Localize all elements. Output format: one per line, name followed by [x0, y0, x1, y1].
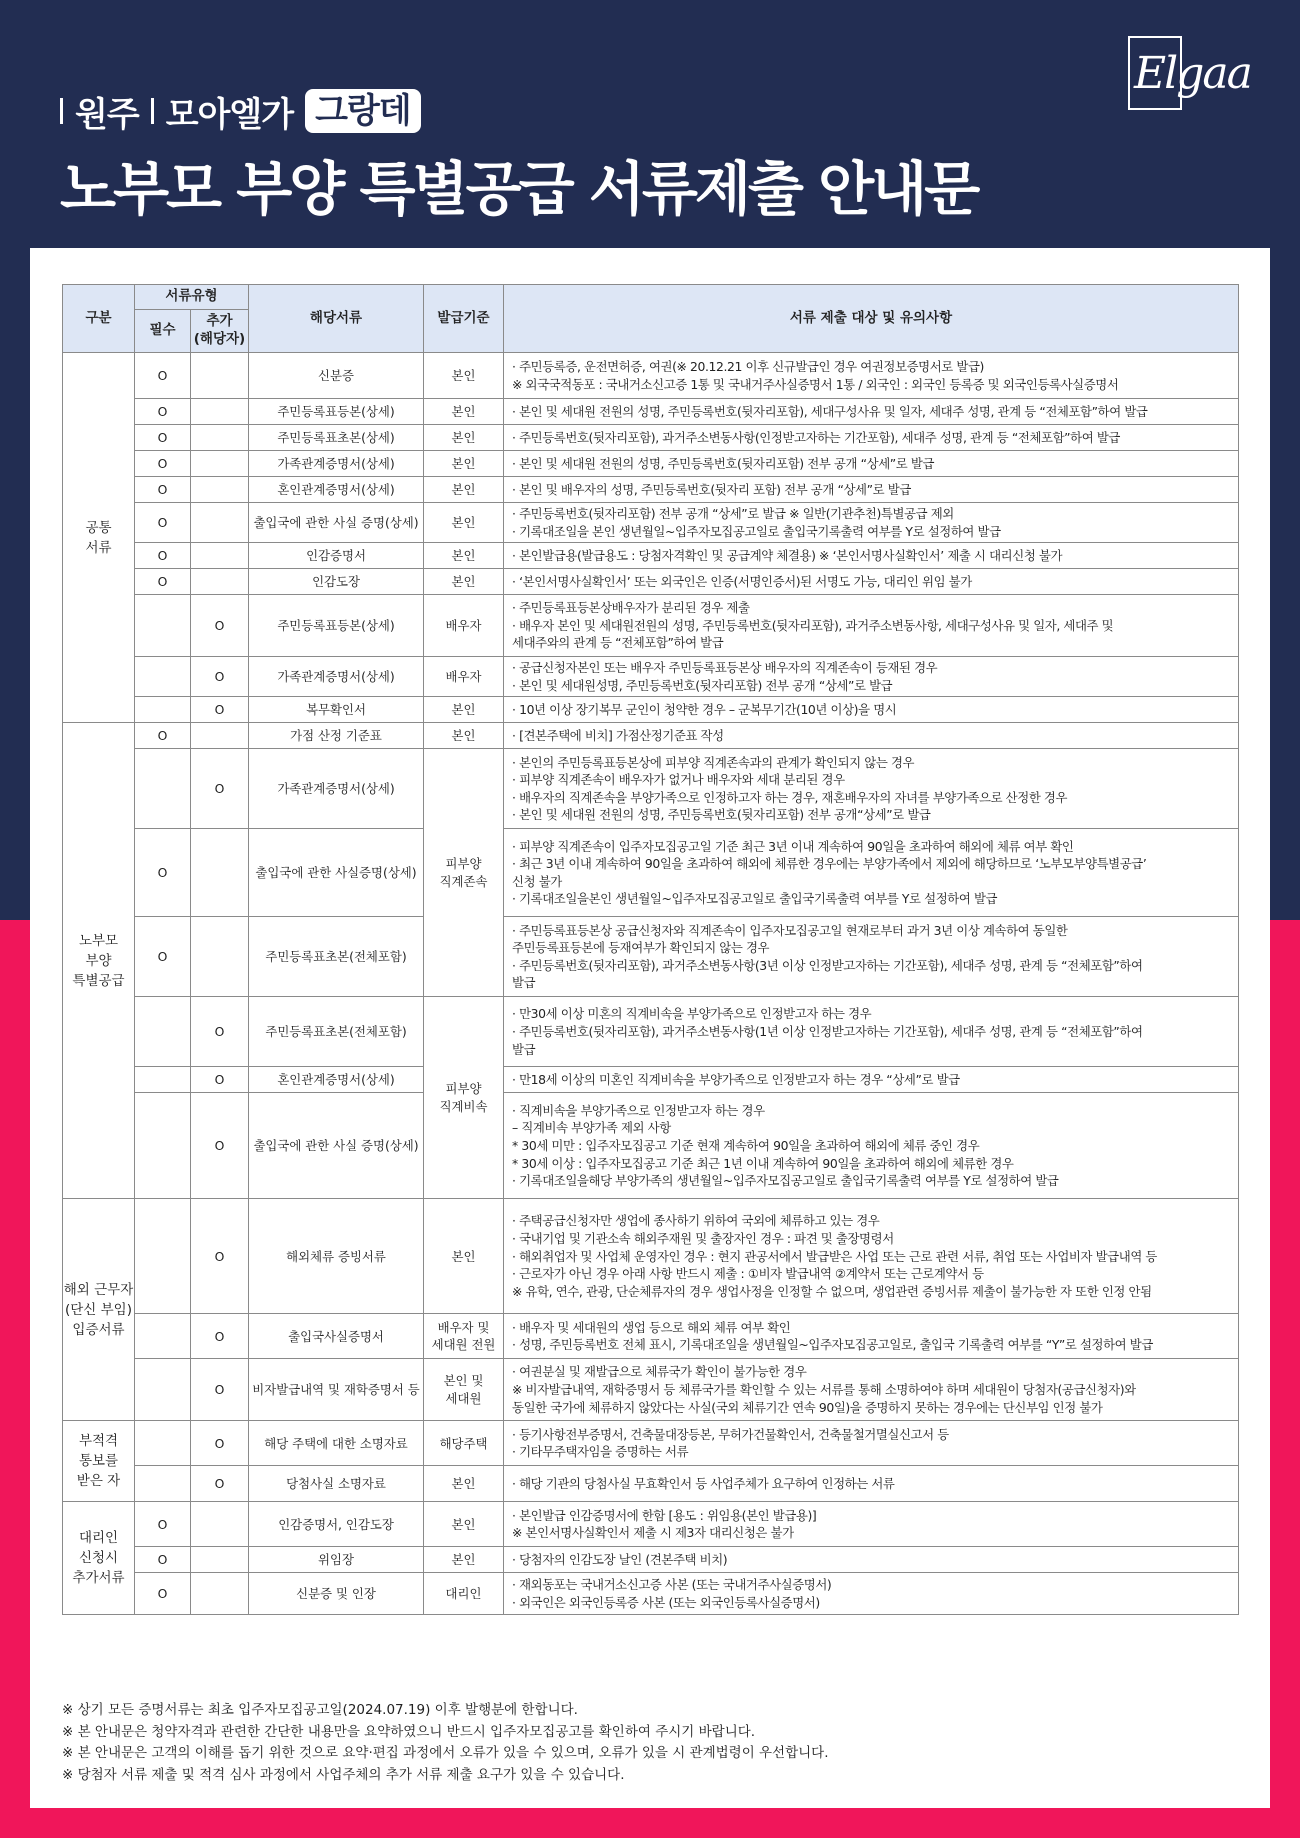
- table-row: [63, 1466, 1239, 1502]
- additional-mark: O: [191, 657, 249, 697]
- issuer-cell-overseas_spouse: [424, 1314, 504, 1359]
- cell-line: 피부양: [445, 856, 482, 872]
- issuer-cell-children: [424, 997, 504, 1199]
- cell-line: · 본인 및 세대원 전원의 성명, 주민등록번호(뒷자리포함), 세대구성사유 및 일자, 세대주 성명, 관계 등 “전체포함”하여 발급: [512, 403, 1148, 419]
- cell-line: 통보를: [78, 1453, 119, 1470]
- cell-line: 동일한 국가에 체류하지 않았다는 사실(국외 체류기간 연속 90일)을 증명하지 못하는 경우에는 단신부임 인정 불가: [512, 1399, 1103, 1415]
- cell-line: · 해외취업자 및 사업체 운영자인 경우 : 현지 관공서에서 발급받은 사업 또는 근로 관련 서류, 취업 또는 사업비자 발급내역 등: [512, 1248, 1157, 1264]
- page-title: 노부모 부양 특별공급 서류제출 안내문: [60, 155, 978, 223]
- cell-line: · 해당 기관의 당첨사실 무효확인서 등 사업주체가 요구하여 인정하는 서류: [512, 1476, 895, 1492]
- required-mark: O: [135, 543, 191, 569]
- issuer-cell: 본인: [424, 697, 504, 723]
- required-mark: [135, 1421, 191, 1466]
- logo-text: Elgaa: [1134, 48, 1251, 99]
- additional-mark: O: [191, 1199, 249, 1314]
- cell-line: · 기록대조일을본인 생년월일~입주자모집공고일로 출입국기록출력 여부를 Y로 설정하여 발급: [512, 891, 998, 907]
- additional-mark: O: [191, 1359, 249, 1421]
- issuer-cell: 본인: [424, 503, 504, 543]
- required-mark: O: [135, 917, 191, 997]
- table-body: [63, 353, 1239, 1615]
- cell-line: · ‘본인서명사실확인서’ 또는 외국인은 인증(서명인증서)된 서명도 가능, 대리인 위임 불가: [512, 573, 972, 589]
- table-row: [63, 997, 1239, 1067]
- header-category: 구분: [63, 285, 135, 353]
- table-row: [63, 723, 1239, 749]
- table-row: [63, 425, 1239, 451]
- required-mark: [135, 997, 191, 1067]
- cell-line: · 피부양 직계존속이 입주자모집공고일 기준 최근 3년 이내 계속하여 90일을 초과하여 해외에 체류 여부 확인: [512, 838, 1074, 854]
- issuer-cell: 본인: [424, 569, 504, 595]
- required-mark: [135, 1199, 191, 1314]
- notes-cell: [504, 451, 1239, 477]
- brand-badge: 그랑데: [305, 89, 421, 133]
- footnote: ※ 당첨자 서류 제출 및 적격 심사 과정에서 사업주체의 추가 서류 제출 요구가 있을 수 있습니다.: [62, 1766, 625, 1783]
- footnotes: [62, 1700, 829, 1786]
- cell-line: ※ 본인서명사실확인서 제출 시 제3자 대리신청은 불가: [512, 1525, 794, 1541]
- cell-line: 본인 및: [443, 1373, 484, 1389]
- notes-cell: [504, 697, 1239, 723]
- required-mark: [135, 697, 191, 723]
- document-name: 신분증 및 인장: [249, 1573, 424, 1615]
- document-name: 해당 주택에 대한 소명자료: [249, 1421, 424, 1466]
- cell-line: · 기타무주택자임을 증명하는 서류: [512, 1444, 689, 1460]
- table-row: [63, 749, 1239, 829]
- table-row: [63, 1359, 1239, 1421]
- cell-line: 발급: [512, 1041, 536, 1057]
- notes-cell: [504, 477, 1239, 503]
- footnote: ※ 상기 모든 증명서류는 최초 입주자모집공고일(2024.07.19) 이후 발행분에 한합니다.: [62, 1702, 578, 1718]
- notes-cell: [504, 1502, 1239, 1547]
- notes-cell: [504, 1421, 1239, 1466]
- additional-mark: [191, 451, 249, 477]
- document-card: [30, 248, 1270, 1808]
- table-row: [63, 477, 1239, 503]
- header-additional: 추가 (해당자): [191, 310, 249, 353]
- cell-line: 노부모: [78, 932, 119, 949]
- divider-bar: [151, 98, 154, 124]
- cell-line: · 배우자 본인 및 세대원전원의 성명, 주민등록번호(뒷자리포함), 과거주소변동사항, 세대구성사유 및 일자, 세대주 및: [512, 617, 1114, 633]
- cell-line: 추가서류: [72, 1570, 125, 1587]
- cell-line: · 본인 및 배우자의 성명, 주민등록번호(뒷자리 포함) 전부 공개 “상세”로 발급: [512, 481, 911, 497]
- cell-line: · 만18세 이상의 미혼인 직계비속을 부양가족으로 인정받고자 하는 경우 “상세”로 발급: [512, 1072, 960, 1088]
- divider-bar: [60, 98, 63, 124]
- document-name: 인감증명서, 인감도장: [249, 1502, 424, 1547]
- notes-cell: [504, 595, 1239, 657]
- required-mark: O: [135, 425, 191, 451]
- required-mark: O: [135, 569, 191, 595]
- cell-line: · 등기사항전부증명서, 건축물대장등본, 무허가건물확인서, 건축물철거멸실신고서 등: [512, 1426, 949, 1442]
- notes-cell: [504, 917, 1239, 997]
- issuer-cell: 본인: [424, 1502, 504, 1547]
- additional-mark: O: [191, 749, 249, 829]
- cell-line: · 당첨자의 인감도장 날인 (견본주택 비치): [512, 1552, 728, 1568]
- cell-line: · 직계비속을 부양가족으로 인정받고자 하는 경우: [512, 1102, 765, 1118]
- table-row: [63, 399, 1239, 425]
- cell-line: 서류: [85, 539, 112, 556]
- additional-mark: [191, 353, 249, 399]
- issuer-cell: 본인: [424, 723, 504, 749]
- table-row: [63, 1093, 1239, 1199]
- cell-line: 배우자 및: [437, 1319, 490, 1335]
- cell-line: · 공급신청자본인 또는 배우자 주민등록표등본상 배우자의 직계존속이 등재된 경우: [512, 660, 938, 676]
- cell-line: 특별공급: [72, 972, 125, 989]
- issuer-cell: 본인: [424, 451, 504, 477]
- cell-line: (단신 부임): [65, 1301, 132, 1318]
- cell-line: · 배우자 및 세대원의 생업 등으로 해외 체류 여부 확인: [512, 1319, 791, 1335]
- header-required: 필수: [135, 310, 191, 353]
- header-issuer: 발급기준: [424, 285, 504, 353]
- document-name: 해외체류 증빙서류: [249, 1199, 424, 1314]
- required-mark: [135, 595, 191, 657]
- additional-mark: [191, 917, 249, 997]
- required-mark: [135, 1314, 191, 1359]
- cell-line: 신청시: [78, 1550, 119, 1567]
- additional-mark: O: [191, 697, 249, 723]
- footnote: ※ 본 안내문은 청약자격과 관련한 간단한 내용만을 요약하였으니 반드시 입주자모집공고를 확인하여 주시기 바랍니다.: [62, 1723, 756, 1740]
- cell-line: · 기록대조일을 본인 생년월일~입주자모집공고일로 출입국기록출력 여부를 Y로 설정하여 발급: [512, 523, 1001, 539]
- cell-line: ※ 외국국적동포 : 국내거소신고증 1통 및 국내거주사실증명서 1통 / 외국인 : 외국인 등록증 및 외국인등록사실증명서: [512, 376, 1119, 392]
- issuer-cell-overseas_member: [424, 1359, 504, 1421]
- cell-line: · 재외동포는 국내거소신고증 사본 (또는 국내거주사실증명서): [512, 1577, 832, 1593]
- issuer-cell: 배우자: [424, 657, 504, 697]
- cell-line: · 본인의 주민등록표등본상에 피부양 직계존속과의 관계가 확인되지 않는 경우: [512, 754, 915, 770]
- issuer-cell: 본인: [424, 543, 504, 569]
- document-name: 주민등록표등본(상세): [249, 595, 424, 657]
- required-mark: [135, 1067, 191, 1093]
- table-row: [63, 595, 1239, 657]
- notes-cell: [504, 503, 1239, 543]
- notes-cell: [504, 1547, 1239, 1573]
- page-header: [60, 88, 977, 222]
- table-row: [63, 1421, 1239, 1466]
- cell-line: · 최근 3년 이내 계속하여 90일을 초과하여 해외에 체류한 경우에는 부양가족에서 제외에 해당하므로 ‘노부모부양특별공급’: [512, 856, 1147, 872]
- cell-line: ※ 비자발급내역, 재학증명서 등 체류국가를 확인할 수 있는 서류를 통해 소명하여야 하며 세대원이 당첨자(공급신청자)와: [512, 1382, 1136, 1398]
- cell-line: 세대원: [445, 1390, 482, 1406]
- header-notes: 서류 제출 대상 및 유의사항: [504, 285, 1239, 353]
- notes-cell: [504, 425, 1239, 451]
- document-name: 당첨사실 소명자료: [249, 1466, 424, 1502]
- required-mark: O: [135, 503, 191, 543]
- required-mark: O: [135, 829, 191, 917]
- document-name: 주민등록표초본(전체포함): [249, 917, 424, 997]
- issuer-cell: 대리인: [424, 1573, 504, 1615]
- issuer-cell: 본인: [424, 477, 504, 503]
- table-row: [63, 569, 1239, 595]
- required-mark: [135, 657, 191, 697]
- issuer-cell-parents: [424, 749, 504, 997]
- cell-line: · 여권분실 및 재발급으로 체류국가 확인이 불가능한 경우: [512, 1364, 807, 1380]
- cell-line: 세대주와의 관계 등 “전체포함”하여 발급: [512, 635, 724, 651]
- document-name: 혼인관계증명서(상세): [249, 1067, 424, 1093]
- table-row: [63, 503, 1239, 543]
- cell-line: · 기록대조일을해당 부양가족의 생년월일~입주자모집공고일로 출입국기록출력 여부를 Y로 설정하여 발급: [512, 1173, 1059, 1189]
- cell-line: · 배우자의 직계존속을 부양가족으로 인정하고자 하는 경우, 재혼배우자의 자녀를 부양가족으로 산정한 경우: [512, 789, 1068, 805]
- region-label: 원주: [75, 94, 139, 135]
- notes-cell: [504, 997, 1239, 1067]
- document-name: 출입국에 관한 사실증명(상세): [249, 829, 424, 917]
- required-mark: [135, 1359, 191, 1421]
- document-name: 주민등록표등본(상세): [249, 399, 424, 425]
- cell-line: · 국내기업 및 기관소속 해외주재원 및 출장자인 경우 : 파견 및 출장명령서: [512, 1230, 894, 1246]
- cell-line: 대리인: [78, 1530, 119, 1547]
- notes-cell: [504, 1573, 1239, 1615]
- document-name: 위임장: [249, 1547, 424, 1573]
- table-row: [63, 1547, 1239, 1573]
- cell-line: · 주민등록번호(뒷자리포함) 전부 공개 “상세”로 발급 ※ 일반(기관추천)특별공급 제외: [512, 506, 954, 521]
- cell-line: · 주민등록번호(뒷자리포함), 과거주소변동사항(인정받고자하는 기간포함), 세대주 성명, 관계 등 “전체포함”하여 발급: [512, 429, 1120, 445]
- cell-line: · 외국인은 외국인등록증 사본 (또는 외국인등록사실증명서): [512, 1594, 820, 1610]
- issuer-cell: 배우자: [424, 595, 504, 657]
- issuer-cell: 본인: [424, 1547, 504, 1573]
- table-row: [63, 1067, 1239, 1093]
- table-row: [63, 697, 1239, 723]
- required-mark: O: [135, 477, 191, 503]
- notes-cell: [504, 1199, 1239, 1314]
- notes-cell: [504, 829, 1239, 917]
- issuer-cell: 해당주택: [424, 1421, 504, 1466]
- additional-mark: O: [191, 1421, 249, 1466]
- document-name: 출입국에 관한 사실 증명(상세): [249, 503, 424, 543]
- table-row: [63, 451, 1239, 477]
- header-subtitle: [60, 88, 977, 134]
- table-row: [63, 657, 1239, 697]
- additional-mark: [191, 569, 249, 595]
- cell-line: 부적격: [78, 1433, 119, 1450]
- notes-cell: [504, 1314, 1239, 1359]
- category-cell-proxy: [63, 1502, 135, 1615]
- document-name: 복무확인서: [249, 697, 424, 723]
- document-name: 주민등록표초본(전체포함): [249, 997, 424, 1067]
- cell-line: · 성명, 주민등록번호 전체 표시, 기록대조일을 생년월일~입주자모집공고일로, 출입국 기록출력 여부를 “Y”로 설정하여 발급: [512, 1337, 1153, 1353]
- additional-mark: O: [191, 1314, 249, 1359]
- issuer-cell: 본인: [424, 399, 504, 425]
- additional-mark: [191, 723, 249, 749]
- cell-line: 발급: [512, 975, 536, 991]
- cell-line: · 본인 및 세대원 전원의 성명, 주민등록번호(뒷자리포함) 전부 공개“상세”로 발급: [512, 807, 931, 823]
- notes-cell: [504, 1067, 1239, 1093]
- table-row: [63, 1573, 1239, 1615]
- additional-mark: O: [191, 595, 249, 657]
- required-mark: O: [135, 399, 191, 425]
- additional-mark: [191, 503, 249, 543]
- additional-mark: O: [191, 1067, 249, 1093]
- cell-line: 피부양: [445, 1081, 482, 1097]
- cell-line: 부양: [85, 952, 112, 969]
- category-cell-common: [63, 353, 135, 723]
- additional-mark: [191, 477, 249, 503]
- additional-mark: O: [191, 997, 249, 1067]
- cell-line: · 주민등록표등본상배우자가 분리된 경우 제출: [512, 600, 750, 616]
- notes-cell: [504, 657, 1239, 697]
- cell-line: · 주민등록번호(뒷자리포함), 과거주소변동사항(3년 이상 인정받고자하는 기간포함), 세대주 성명, 관계 등 “전체포함”하여: [512, 957, 1143, 973]
- notes-cell: [504, 399, 1239, 425]
- required-mark: O: [135, 1547, 191, 1573]
- cell-line: 직계비속: [439, 1098, 488, 1114]
- additional-mark: [191, 829, 249, 917]
- table-row: [63, 353, 1239, 399]
- document-name: 출입국에 관한 사실 증명(상세): [249, 1093, 424, 1199]
- cell-line: · 10년 이상 장기복무 군인이 청약한 경우 – 군복무기간(10년 이상)을 명시: [512, 702, 897, 718]
- cell-line: 신청 불가: [512, 873, 562, 889]
- additional-mark: [191, 543, 249, 569]
- document-name: 가점 산정 기준표: [249, 723, 424, 749]
- category-cell-overseas: [63, 1199, 135, 1421]
- document-name: 주민등록표초본(상세): [249, 425, 424, 451]
- issuer-cell: 본인: [424, 1466, 504, 1502]
- required-mark: O: [135, 451, 191, 477]
- document-name: 가족관계증명서(상세): [249, 657, 424, 697]
- notes-cell: [504, 353, 1239, 399]
- issuer-cell: 본인: [424, 1199, 504, 1314]
- cell-line: 받은 자: [76, 1473, 121, 1490]
- additional-mark: O: [191, 1466, 249, 1502]
- notes-cell: [504, 749, 1239, 829]
- table-row: [63, 829, 1239, 917]
- additional-mark: [191, 425, 249, 451]
- additional-mark: [191, 1502, 249, 1547]
- header-document: 해당서류: [249, 285, 424, 353]
- required-mark: O: [135, 1573, 191, 1615]
- notes-cell: [504, 543, 1239, 569]
- cell-line: * 30세 미만 : 입주자모집공고 기준 현재 계속하여 90일을 초과하여 해외에 체류 중인 경우: [512, 1138, 980, 1154]
- notes-cell: [504, 1466, 1239, 1502]
- document-name: 출입국사실증명서: [249, 1314, 424, 1359]
- document-name: 비자발급내역 및 재학증명서 등: [249, 1359, 424, 1421]
- brand-logo: [1128, 36, 1268, 110]
- document-name: 신분증: [249, 353, 424, 399]
- cell-line: – 직계비속 부양가족 제외 사항: [512, 1120, 671, 1136]
- document-name: 가족관계증명서(상세): [249, 749, 424, 829]
- additional-mark: [191, 1573, 249, 1615]
- footnote: ※ 본 안내문은 고객의 이해를 돕기 위한 것으로 요약·편집 과정에서 오류가 있을 수 있으며, 오류가 있을 시 관계법령이 우선합니다.: [62, 1745, 829, 1761]
- cell-line: 세대원 전원: [431, 1337, 496, 1353]
- cell-line: · 주민등록번호(뒷자리포함), 과거주소변동사항(1년 이상 인정받고자하는 기간포함), 세대주 성명, 관계 등 “전체포함”하여: [512, 1024, 1143, 1040]
- cell-line: 직계존속: [439, 873, 488, 889]
- cell-line: · 본인발급용(발급용도 : 당첨자격확인 및 공급계약 체결용) ※ ‘본인서명사실확인서’ 제출 시 대리신청 불가: [512, 547, 1063, 563]
- notes-cell: [504, 1093, 1239, 1199]
- issuer-cell: 본인: [424, 425, 504, 451]
- notes-cell: [504, 1359, 1239, 1421]
- cell-line: · 근로자가 아닌 경우 아래 사항 반드시 제출 : ①비자 발급내역 ②계약서 또는 근로계약서 등: [512, 1266, 984, 1282]
- cell-line: 주민등록표등본에 등재여부가 확인되지 않는 경우: [512, 940, 770, 956]
- cell-line: · 본인 및 세대원 전원의 성명, 주민등록번호(뒷자리포함) 전부 공개 “상세”로 발급: [512, 455, 935, 471]
- additional-mark: [191, 399, 249, 425]
- cell-line: · 주택공급신청자만 생업에 종사하기 위하여 국외에 체류하고 있는 경우: [512, 1213, 880, 1229]
- table-row: [63, 1502, 1239, 1547]
- cell-line: · [견본주택에 비치] 가점산정기준표 작성: [512, 728, 724, 744]
- notes-cell: [504, 569, 1239, 595]
- documents-table: [62, 284, 1239, 1615]
- cell-line: · 주민등록증, 운전면허증, 여권(※ 20.12.21 이후 신규발급인 경우 여권정보증명서로 발급): [512, 358, 984, 374]
- header-doc-type: 서류유형: [135, 285, 249, 310]
- document-name: 인감증명서: [249, 543, 424, 569]
- document-name: 인감도장: [249, 569, 424, 595]
- required-mark: O: [135, 1502, 191, 1547]
- cell-line: · 본인 및 세대원성명, 주민등록번호(뒷자리포함) 전부 공개 “상세”로 발급: [512, 677, 893, 693]
- cell-line: · 피부양 직계존속이 배우자가 없거나 배우자와 세대 분리된 경우: [512, 772, 845, 788]
- required-mark: O: [135, 723, 191, 749]
- required-mark: [135, 1093, 191, 1199]
- table-row: [63, 543, 1239, 569]
- table-row: [63, 1314, 1239, 1359]
- category-cell-elderly: [63, 723, 135, 1199]
- table-row: [63, 917, 1239, 997]
- cell-line: ※ 유학, 연수, 관광, 단순체류자의 경우 생업사정을 인정할 수 없으며, 생업관련 증빙서류 제출이 불가능한 자 또한 인정 안됨: [512, 1283, 1152, 1299]
- required-mark: O: [135, 353, 191, 399]
- cell-line: · 만30세 이상 미혼의 직계비속을 부양가족으로 인정받고자 하는 경우: [512, 1006, 872, 1022]
- additional-mark: O: [191, 1093, 249, 1199]
- notes-cell: [504, 723, 1239, 749]
- cell-line: · 주민등록표등본상 공급신청자와 직계존속이 입주자모집공고일 현재로부터 과거 3년 이상 계속하여 동일한: [512, 922, 1068, 938]
- cell-line: * 30세 이상 : 입주자모집공고 기준 최근 1년 이내 계속하여 90일을 초과하여 해외에 체류한 경우: [512, 1155, 1014, 1171]
- cell-line: · 본인발급 인감증명서에 한함 [용도 : 위임용(본인 발급용)]: [512, 1507, 817, 1523]
- required-mark: [135, 1466, 191, 1502]
- document-name: 가족관계증명서(상세): [249, 451, 424, 477]
- cell-line: 입증서류: [72, 1321, 125, 1338]
- cell-line: 공통: [85, 519, 112, 536]
- category-cell-ineligible: [63, 1421, 135, 1502]
- cell-line: 해외 근무자: [63, 1281, 134, 1298]
- required-mark: [135, 749, 191, 829]
- document-name: 혼인관계증명서(상세): [249, 477, 424, 503]
- additional-mark: [191, 1547, 249, 1573]
- table-row: [63, 1199, 1239, 1314]
- issuer-cell: 본인: [424, 353, 504, 399]
- brand-label: 모아엘가: [165, 94, 294, 135]
